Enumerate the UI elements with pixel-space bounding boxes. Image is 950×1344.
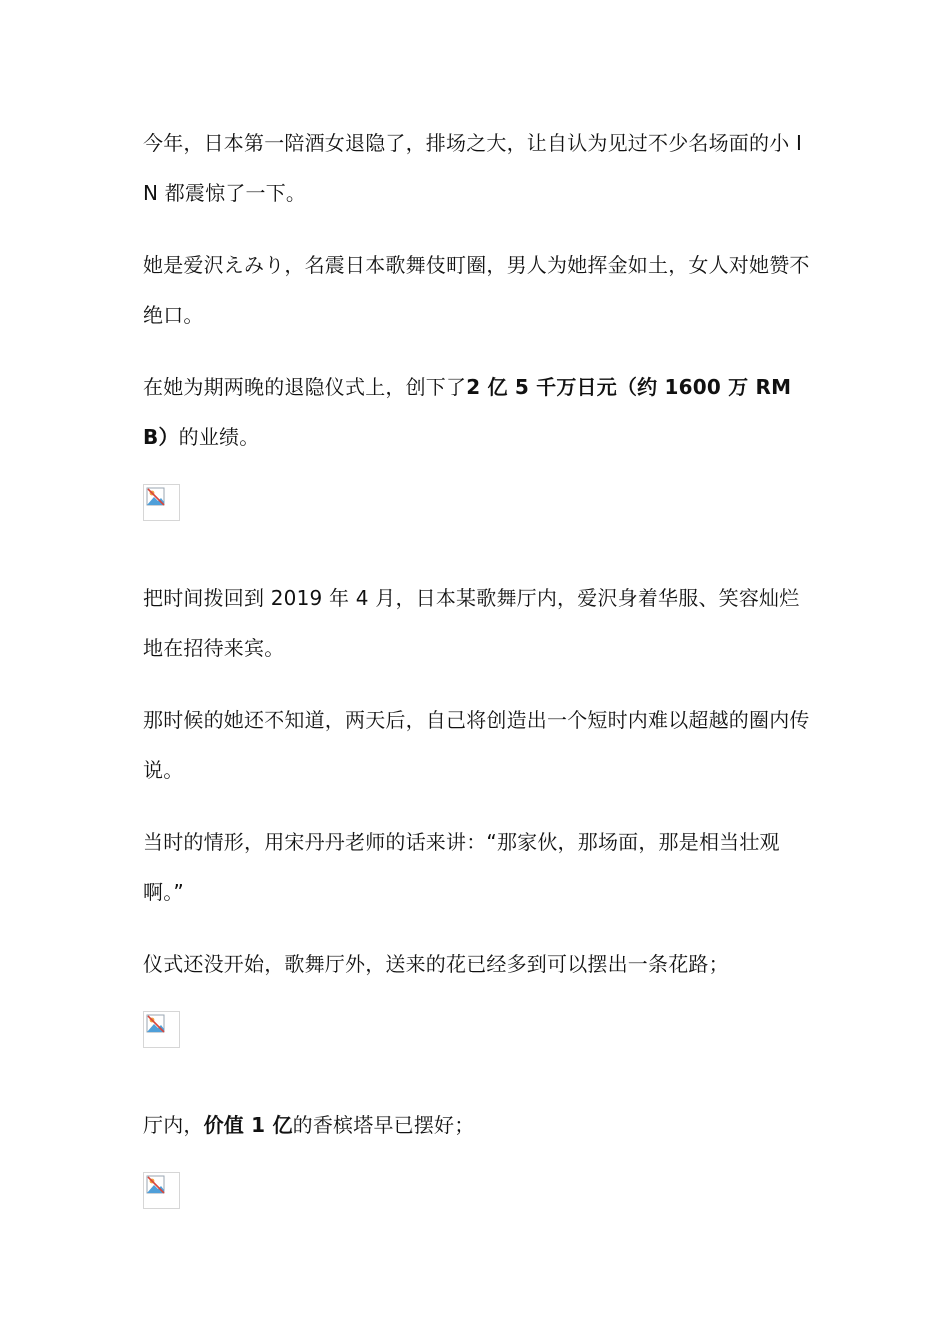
paragraph-3-text-after: 的业绩。 <box>178 425 260 449</box>
image-placeholder-2 <box>143 1011 180 1048</box>
paragraph-2-text: 她是爱沢えみり，名震日本歌舞伎町圈，男人为她挥金如土，女人对她赞不绝口。 <box>143 253 810 327</box>
paragraph-3-text-before: 在她为期两晚的退隐仪式上，创下了 <box>143 375 467 399</box>
paragraph-8-text-after: 的香槟塔早已摆好； <box>292 1113 475 1137</box>
broken-image-icon <box>146 1175 166 1195</box>
paragraph-5 <box>143 695 813 795</box>
paragraph-6 <box>143 817 813 917</box>
paragraph-2 <box>143 240 813 340</box>
paragraph-6-text: 当时的情形，用宋丹丹老师的话来讲：“那家伙，那场面，那是相当壮观啊。” <box>143 830 780 904</box>
paragraph-7 <box>143 939 813 989</box>
paragraph-3-bold-amount: 2 亿 5 千万日元（约 1600 万 RMB） <box>143 375 792 449</box>
broken-image-icon <box>146 1014 166 1034</box>
paragraph-5-text: 那时候的她还不知道，两天后，自己将创造出一个短时内难以超越的圈内传说。 <box>143 708 810 782</box>
paragraph-3 <box>143 362 813 462</box>
image-placeholder-3 <box>143 1172 180 1209</box>
paragraph-4 <box>143 573 813 673</box>
broken-image-icon <box>146 487 166 507</box>
paragraph-8-bold-value: 价值 1 亿 <box>203 1113 293 1137</box>
paragraph-4-text: 把时间拨回到 2019 年 4 月，日本某歌舞厅内，爱沢身着华服、笑容灿烂地在招待来宾。 <box>143 586 800 660</box>
paragraph-8 <box>143 1100 813 1150</box>
article-body <box>143 118 813 1261</box>
paragraph-7-text: 仪式还没开始，歌舞厅外，送来的花已经多到可以摆出一条花路； <box>143 952 729 976</box>
paragraph-8-text-before: 厅内， <box>143 1113 204 1137</box>
paragraph-1 <box>143 118 813 218</box>
image-placeholder-1 <box>143 484 180 521</box>
paragraph-1-text: 今年，日本第一陪酒女退隐了，排场之大，让自认为见过不少名场面的小 IN 都震惊了一下。 <box>143 131 803 205</box>
